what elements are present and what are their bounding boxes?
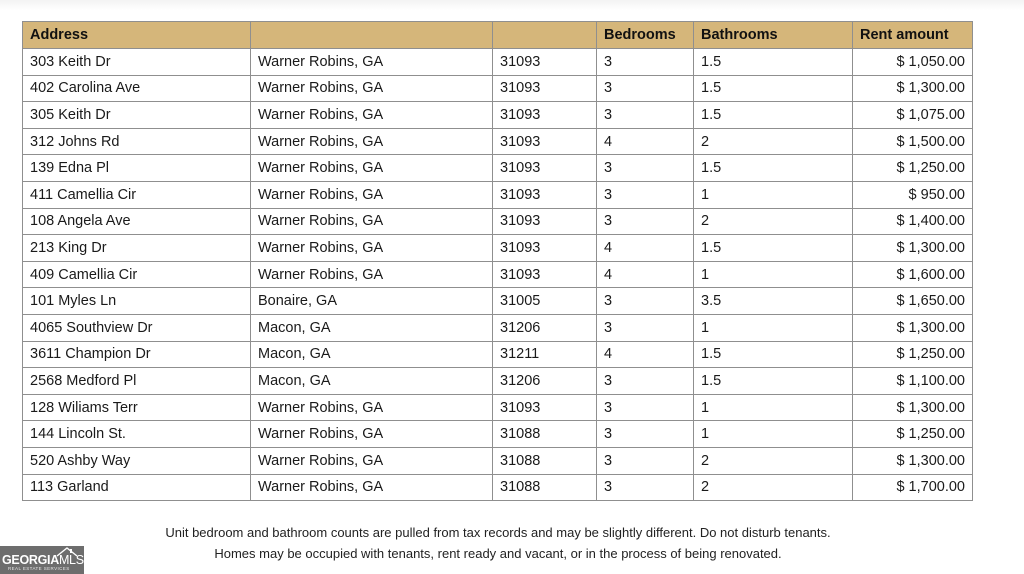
header-bathrooms: Bathrooms (694, 22, 853, 49)
cell-bathrooms: 2 (694, 208, 853, 235)
cell-address: 213 King Dr (23, 235, 251, 262)
cell-bedrooms: 3 (597, 394, 694, 421)
cell-rent-amount: $ 1,600.00 (853, 261, 973, 288)
cell-rent-amount: $ 1,300.00 (853, 447, 973, 474)
cell-bedrooms: 4 (597, 128, 694, 155)
cell-bedrooms: 3 (597, 75, 694, 102)
cell-bathrooms: 1.5 (694, 49, 853, 76)
cell-city: Warner Robins, GA (251, 447, 493, 474)
table-row (23, 394, 973, 421)
header-zip (493, 22, 597, 49)
cell-zip: 31093 (493, 394, 597, 421)
cell-address: 402 Carolina Ave (23, 75, 251, 102)
table-row (23, 421, 973, 448)
cell-rent-amount: $ 950.00 (853, 181, 973, 208)
cell-bedrooms: 3 (597, 208, 694, 235)
table-row (23, 102, 973, 129)
cell-bedrooms: 3 (597, 447, 694, 474)
logo-name-mls: MLS (58, 553, 84, 567)
cell-address: 409 Camellia Cir (23, 261, 251, 288)
footnote-line-2: Homes may be occupied with tenants, rent ready and vacant, or in the process of being renovated. (214, 546, 782, 561)
logo-wordmark (2, 553, 84, 567)
cell-city: Warner Robins, GA (251, 474, 493, 501)
cell-zip: 31093 (493, 208, 597, 235)
cell-address: 303 Keith Dr (23, 49, 251, 76)
cell-address: 305 Keith Dr (23, 102, 251, 129)
cell-bathrooms: 1 (694, 261, 853, 288)
cell-zip: 31093 (493, 49, 597, 76)
cell-rent-amount: $ 1,250.00 (853, 155, 973, 182)
cell-bedrooms: 3 (597, 155, 694, 182)
cell-address: 3611 Champion Dr (23, 341, 251, 368)
cell-city: Warner Robins, GA (251, 261, 493, 288)
cell-rent-amount: $ 1,300.00 (853, 75, 973, 102)
cell-rent-amount: $ 1,300.00 (853, 235, 973, 262)
table-header-row (23, 22, 973, 49)
header-city (251, 22, 493, 49)
logo-name-georgia: GEORGIA (2, 553, 59, 567)
header-address: Address (23, 22, 251, 49)
cell-rent-amount: $ 1,050.00 (853, 49, 973, 76)
cell-bathrooms: 1.5 (694, 368, 853, 395)
table-row (23, 235, 973, 262)
cell-city: Macon, GA (251, 314, 493, 341)
cell-address: 144 Lincoln St. (23, 421, 251, 448)
cell-bathrooms: 3.5 (694, 288, 853, 315)
cell-zip: 31088 (493, 447, 597, 474)
cell-bathrooms: 1.5 (694, 155, 853, 182)
table-row (23, 49, 973, 76)
cell-bathrooms: 1.5 (694, 341, 853, 368)
cell-bedrooms: 3 (597, 421, 694, 448)
cell-city: Warner Robins, GA (251, 49, 493, 76)
cell-bedrooms: 4 (597, 341, 694, 368)
cell-bathrooms: 1 (694, 421, 853, 448)
cell-address: 108 Angela Ave (23, 208, 251, 235)
table-row (23, 155, 973, 182)
cell-bedrooms: 3 (597, 474, 694, 501)
table-row (23, 447, 973, 474)
cell-bathrooms: 1 (694, 314, 853, 341)
cell-city: Warner Robins, GA (251, 421, 493, 448)
cell-zip: 31088 (493, 421, 597, 448)
table-row (23, 314, 973, 341)
cell-bedrooms: 3 (597, 102, 694, 129)
cell-bedrooms: 4 (597, 261, 694, 288)
cell-city: Warner Robins, GA (251, 394, 493, 421)
cell-zip: 31211 (493, 341, 597, 368)
cell-address: 113 Garland (23, 474, 251, 501)
cell-city: Warner Robins, GA (251, 102, 493, 129)
cell-city: Macon, GA (251, 341, 493, 368)
table-row (23, 474, 973, 501)
cell-city: Bonaire, GA (251, 288, 493, 315)
cell-rent-amount: $ 1,400.00 (853, 208, 973, 235)
cell-address: 101 Myles Ln (23, 288, 251, 315)
cell-bathrooms: 2 (694, 474, 853, 501)
cell-bathrooms: 1.5 (694, 75, 853, 102)
cell-bathrooms: 1.5 (694, 102, 853, 129)
cell-bedrooms: 3 (597, 314, 694, 341)
georgia-mls-logo (0, 546, 84, 574)
cell-city: Warner Robins, GA (251, 128, 493, 155)
cell-zip: 31206 (493, 314, 597, 341)
cell-zip: 31093 (493, 181, 597, 208)
cell-address: 411 Camellia Cir (23, 181, 251, 208)
table-row (23, 261, 973, 288)
cell-zip: 31093 (493, 155, 597, 182)
cell-city: Macon, GA (251, 368, 493, 395)
cell-rent-amount: $ 1,100.00 (853, 368, 973, 395)
table-row (23, 341, 973, 368)
cell-zip: 31093 (493, 235, 597, 262)
cell-address: 128 Wiliams Terr (23, 394, 251, 421)
table-body (23, 49, 973, 501)
cell-zip: 31206 (493, 368, 597, 395)
cell-rent-amount: $ 1,250.00 (853, 421, 973, 448)
cell-zip: 31005 (493, 288, 597, 315)
rental-properties-table (22, 21, 973, 501)
table-row (23, 208, 973, 235)
cell-rent-amount: $ 1,700.00 (853, 474, 973, 501)
cell-bathrooms: 1.5 (694, 235, 853, 262)
cell-rent-amount: $ 1,300.00 (853, 314, 973, 341)
cell-rent-amount: $ 1,250.00 (853, 341, 973, 368)
cell-rent-amount: $ 1,500.00 (853, 128, 973, 155)
table-row (23, 181, 973, 208)
cell-city: Warner Robins, GA (251, 75, 493, 102)
cell-city: Warner Robins, GA (251, 235, 493, 262)
cell-rent-amount: $ 1,075.00 (853, 102, 973, 129)
cell-bedrooms: 4 (597, 235, 694, 262)
cell-bedrooms: 3 (597, 288, 694, 315)
header-bedrooms: Bedrooms (597, 22, 694, 49)
cell-rent-amount: $ 1,300.00 (853, 394, 973, 421)
cell-bedrooms: 3 (597, 368, 694, 395)
cell-zip: 31093 (493, 261, 597, 288)
cell-address: 4065 Southview Dr (23, 314, 251, 341)
table-row (23, 75, 973, 102)
cell-bedrooms: 3 (597, 181, 694, 208)
cell-address: 520 Ashby Way (23, 447, 251, 474)
cell-bathrooms: 1 (694, 394, 853, 421)
cell-zip: 31088 (493, 474, 597, 501)
cell-city: Warner Robins, GA (251, 181, 493, 208)
footnote-line-1: Unit bedroom and bathroom counts are pulled from tax records and may be slightly different. Do not disturb tenants. (165, 525, 831, 540)
footnote (0, 522, 996, 564)
header-rent-amount: Rent amount (853, 22, 973, 49)
cell-bathrooms: 2 (694, 128, 853, 155)
cell-bathrooms: 2 (694, 447, 853, 474)
table-row (23, 128, 973, 155)
logo-tagline: REAL ESTATE SERVICES (8, 566, 70, 571)
cell-zip: 31093 (493, 102, 597, 129)
cell-address: 139 Edna Pl (23, 155, 251, 182)
cell-address: 312 Johns Rd (23, 128, 251, 155)
cell-bedrooms: 3 (597, 49, 694, 76)
cell-city: Warner Robins, GA (251, 155, 493, 182)
cell-bathrooms: 1 (694, 181, 853, 208)
cell-zip: 31093 (493, 128, 597, 155)
cell-city: Warner Robins, GA (251, 208, 493, 235)
cell-rent-amount: $ 1,650.00 (853, 288, 973, 315)
cell-address: 2568 Medford Pl (23, 368, 251, 395)
table-row (23, 288, 973, 315)
top-shadow-strip (0, 0, 1024, 10)
cell-zip: 31093 (493, 75, 597, 102)
table-row (23, 368, 973, 395)
